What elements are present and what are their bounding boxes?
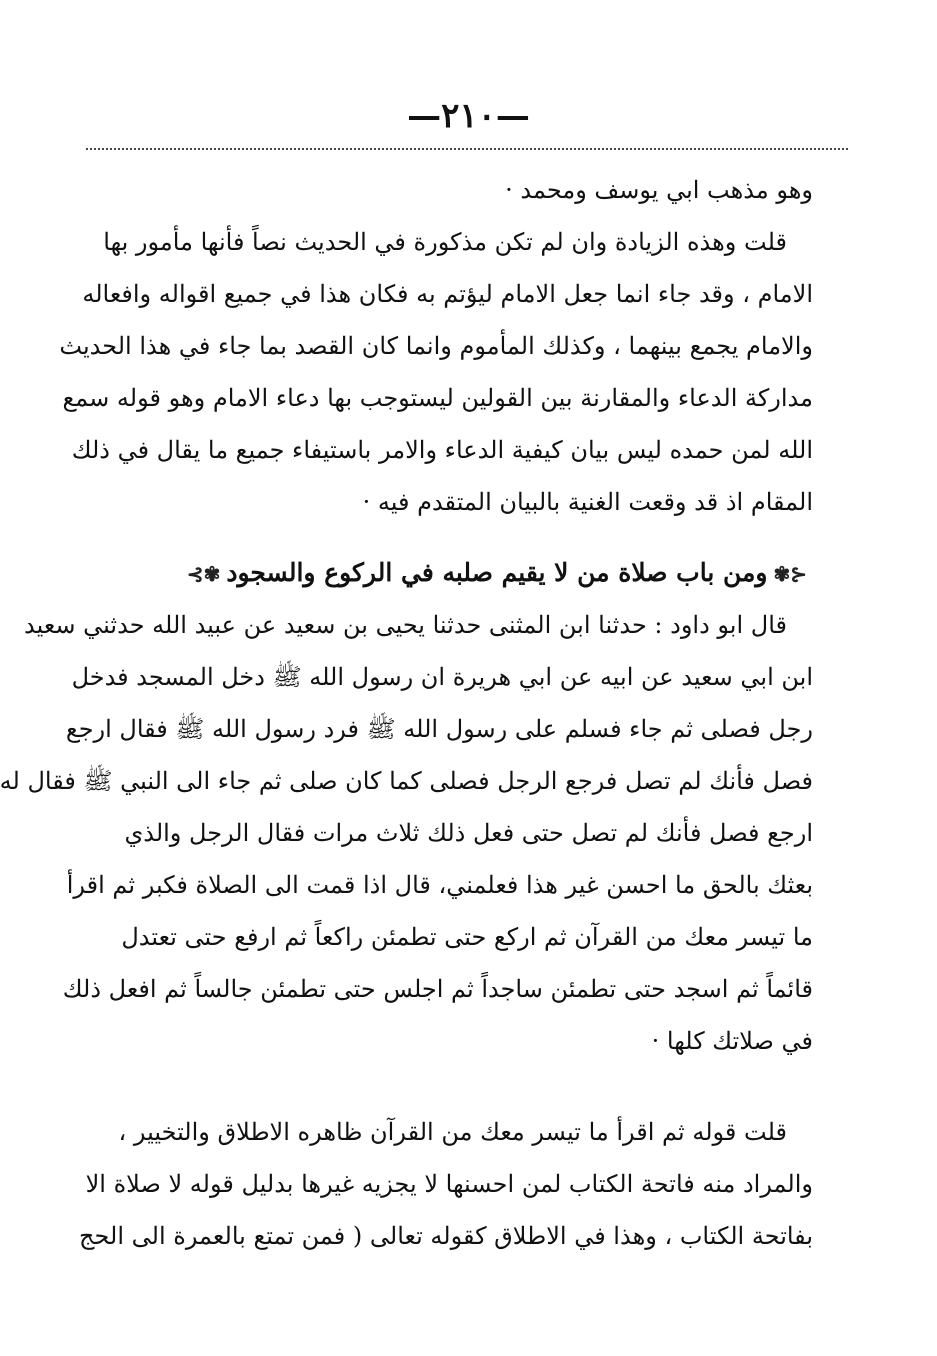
text-line: بفاتحة الكتاب ، وهذا في الاطلاق كقوله تعالى ( فمن تمتع بالعمرة الى الحج — [79, 1222, 813, 1250]
section-heading-text: ومن باب صلاة من لا يقيم صلبه في الركوع والسجود — [226, 558, 768, 587]
text-line: مداركة الدعاء والمقارنة بين القولين ليستوجب بها دعاء الامام وهو قوله سمع — [62, 384, 813, 412]
text-line: بعثك بالحق ما احسن غير هذا فعلمني، قال اذا قمت الى الصلاة فكبر ثم اقرأ — [66, 871, 813, 899]
text-line: قلت قوله ثم اقرأ ما تيسر معك من القرآن ظاهره الاطلاق والتخيير ، — [118, 1118, 787, 1146]
section-heading — [123, 548, 813, 599]
text-line: قائماً ثم اسجد حتى تطمئن ساجداً ثم اجلس حتى تطمئن جالساً ثم افعل ذلك — [62, 975, 813, 1003]
text-line: ما تيسر معك من القرآن ثم اركع حتى تطمئن راكعاً ثم ارفع حتى تعتدل — [121, 923, 813, 951]
paragraph-commentary — [79, 1106, 813, 1262]
text-line: وهو مذهب ابي يوسف ومحمد · — [505, 176, 813, 204]
text-line: قال ابو داود : حدثنا ابن المثنى حدثنا يحيى بن سعيد عن عبيد الله حدثني سعيد — [24, 611, 787, 639]
text-line: في صلاتك كلها · — [651, 1027, 813, 1055]
section-hadith — [0, 548, 813, 1067]
text-line: رجل فصلى ثم جاء فسلم على رسول الله ﷺ فرد رسول الله ﷺ فقال ارجع — [65, 715, 813, 743]
ornament-left-icon: ✾⊱ — [186, 562, 221, 586]
text-line: المقام اذ قد وقعت الغنية بالبيان المتقدم فيه · — [362, 488, 813, 516]
paragraph-continuation — [59, 164, 813, 528]
text-line: الامام ، وقد جاء انما جعل الامام ليؤتم به فكان هذا في جميع اقواله وافعاله — [82, 280, 813, 308]
ornament-right-icon: ⊰✾ — [773, 562, 807, 586]
text-line: قلت وهذه الزيادة وان لم تكن مذكورة في الحديث نصاً فأنها مأمور بها — [103, 228, 787, 256]
header-dotted-rule — [86, 148, 848, 150]
text-line: ابن ابي سعيد عن ابيه عن ابي هريرة ان رسول الله ﷺ دخل المسجد فدخل — [71, 663, 813, 691]
text-line: والامام يجمع بينهما ، وكذلك المأموم وانما كان القصد بما جاء في هذا الحديث — [59, 332, 813, 360]
text-line: والمراد منه فاتحة الكتاب لمن احسنها لا يجزيه غيرها بدليل قوله لا صلاة الا — [85, 1170, 813, 1198]
text-line: ارجع فصل فأنك لم تصل حتى فعل ذلك ثلاث مرات فقال الرجل والذي — [124, 819, 813, 847]
text-line: فصل فأنك لم تصل فرجع الرجل فصلى كما كان صلى ثم جاء الى النبي ﷺ فقال له — [0, 767, 813, 795]
page-number: —٢١٠— — [407, 96, 530, 136]
text-line: الله لمن حمده ليس بيان كيفية الدعاء والامر باستيفاء جميع ما يقال في ذلك — [71, 436, 813, 464]
